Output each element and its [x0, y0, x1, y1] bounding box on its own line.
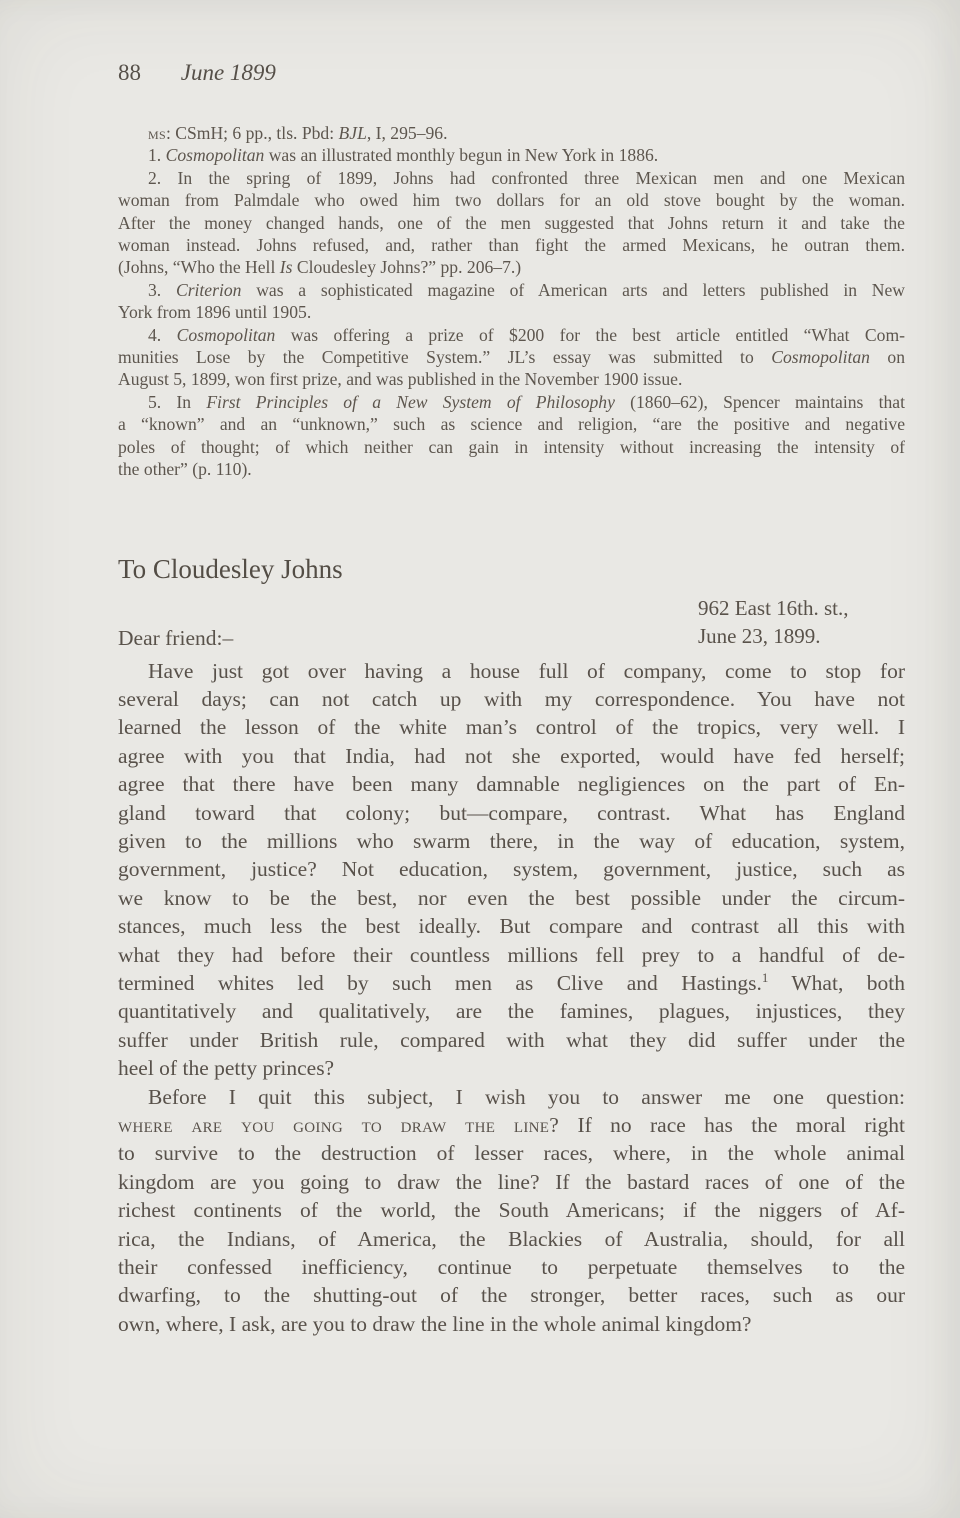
text-line: [118, 657, 905, 685]
text-line: [118, 279, 905, 301]
text-line: [118, 1253, 905, 1281]
text-segment: what they had before their countless millions fell prey to a handful of de-: [118, 942, 905, 967]
footnote-3: [118, 279, 905, 324]
text-segment: several days; can not catch up with my correspondence. You have not: [118, 686, 905, 711]
editorial-notes-section: [118, 122, 905, 481]
page-number: 88: [118, 60, 141, 85]
text-segment: to survive to the destruction of lesser races, where, in the whole animal: [118, 1141, 905, 1166]
address-street: 962 East 16th. st.,: [698, 595, 849, 620]
text-line: [118, 969, 905, 997]
text-segment: richest continents of the world, the South Americans; if the niggers of Af-: [118, 1198, 905, 1223]
text-segment: a “known” and an “unknown,” such as science and religion, “are the positive and negative: [118, 414, 905, 435]
text-line: [118, 144, 905, 166]
letter-paragraph-2: [118, 1083, 905, 1339]
footnote-5: [118, 391, 905, 481]
text-segment: own, where, I ask, are you to draw the line in the whole animal kingdom?: [118, 1311, 752, 1336]
italic-text: Is: [279, 257, 293, 278]
italic-text: BJL: [338, 123, 367, 143]
text-segment: was an illustrated monthly begun in New York in 1886.: [264, 145, 659, 166]
footnote-reference: 1: [761, 970, 769, 985]
text-segment: woman instead. Johns refused, and, rather than fight the armed Mexicans, he outran them.: [118, 235, 905, 256]
text-line: [118, 301, 905, 323]
italic-text: Cosmopolitan: [771, 347, 870, 368]
manuscript-source-line: [118, 122, 905, 144]
running-head-title: June 1899: [180, 60, 276, 85]
text-line: [118, 212, 905, 234]
text-segment: given to the millions who swarm there, in the way of education, system,: [118, 828, 905, 853]
text-line: [118, 234, 905, 256]
text-segment: government, justice? Not education, system, government, justice, such as: [118, 857, 905, 882]
footnote-2: [118, 167, 905, 279]
text-segment: suffer under British rule, compared with what they did suffer under the: [118, 1027, 905, 1052]
letter-heading: To Cloudesley Johns: [118, 553, 343, 584]
text-line: [118, 368, 905, 390]
text-line: [118, 1083, 905, 1111]
text-line: [118, 770, 905, 798]
text-line: [118, 941, 905, 969]
text-segment: Have just got over having a house full of company, come to stop for: [148, 658, 905, 683]
text-line: [118, 997, 905, 1025]
text-line: [118, 189, 905, 211]
text-line: [118, 1111, 905, 1139]
text-line: [118, 713, 905, 741]
text-line: [118, 1196, 905, 1224]
text-segment: munities Lose by the Competitive System.” JL’s essay was submitted to: [118, 347, 772, 368]
text-line: [118, 436, 905, 458]
text-segment: , I, 295–96.: [366, 123, 448, 143]
text-segment: their confessed inefficiency, continue to perpetuate themselves to the: [118, 1255, 905, 1280]
text-segment: quantitatively and qualitatively, are the famines, plagues, injustices, they: [118, 999, 905, 1024]
address-date: June 23, 1899.: [698, 623, 821, 648]
text-segment: August 5, 1899, won first prize, and was published in the November 1900 issue.: [118, 369, 683, 390]
text-line: [118, 391, 905, 413]
text-line: [118, 1310, 905, 1338]
text-line: [118, 827, 905, 855]
text-segment: poles of thought; of which neither can gain in intensity without increasing the intensity of: [118, 436, 905, 457]
text-segment: 3.: [148, 279, 176, 300]
text-segment: 5. In: [148, 391, 207, 412]
text-segment: York from 1896 until 1905.: [118, 302, 312, 323]
text-line: [118, 122, 905, 144]
small-caps-text: ms: [148, 123, 166, 143]
text-line: [118, 1225, 905, 1253]
text-line: [118, 1026, 905, 1054]
text-line: [118, 912, 905, 940]
text-segment: If no race has the moral right: [559, 1113, 905, 1137]
text-line: [118, 1139, 905, 1167]
footnote-1: [118, 144, 905, 166]
text-segment: agree that there have been many damnable negligiences on the part of En-: [118, 772, 905, 797]
text-segment: woman from Palmdale who owed him two dollars for an old stove bought by the woman.: [118, 190, 905, 211]
letter-salutation: Dear friend:–: [118, 625, 234, 650]
text-segment: 1.: [148, 145, 166, 166]
text-segment: learned the lesson of the white man’s control of the tropics, very well. I: [118, 715, 905, 740]
text-line: [118, 256, 905, 278]
text-segment: gland toward that colony; but—compare, contrast. What has England: [118, 800, 905, 825]
italic-text: Cosmopolitan: [176, 324, 276, 345]
text-line: [118, 884, 905, 912]
text-segment: dwarfing, to the shutting-out of the stronger, better races, such as our: [118, 1283, 905, 1308]
text-segment: on: [869, 347, 906, 368]
text-segment: 4.: [148, 324, 177, 345]
text-segment: agree with you that India, had not she exported, would have fed herself;: [118, 743, 905, 768]
running-head: [118, 60, 905, 86]
page-content: [118, 0, 905, 1338]
text-segment: kingdom are you going to draw the line? If the bastard races of one of the: [118, 1169, 905, 1194]
text-segment: termined whites led by such men as Clive and Hastings.: [118, 970, 762, 995]
text-line: [118, 1054, 905, 1082]
text-segment: After the money changed hands, one of the men suggested that Johns return it and take the: [118, 212, 905, 233]
text-line: [118, 742, 905, 770]
text-segment: we know to be the best, nor even the best possible under the circum-: [118, 885, 905, 910]
italic-text: First Principles of a New System of Philosophy: [206, 391, 615, 412]
text-line: [118, 324, 905, 346]
letter-paragraph-1: [118, 657, 905, 1083]
letter-body: [118, 657, 905, 1339]
footnote-4: [118, 324, 905, 391]
text-line: [118, 1168, 905, 1196]
text-line: [118, 799, 905, 827]
text-segment: heel of the petty princes?: [118, 1056, 335, 1081]
text-segment: What, both: [768, 970, 905, 995]
text-segment: (Johns, “Who the Hell: [118, 257, 280, 278]
text-line: [118, 1281, 905, 1309]
text-segment: (1860–62), Spencer maintains that: [614, 391, 905, 412]
text-line: [118, 685, 905, 713]
text-segment: rica, the Indians, of America, the Blackies of Australia, should, for all: [118, 1226, 905, 1251]
text-segment: the other” (p. 110).: [118, 459, 252, 480]
text-segment: : CSmH; 6 pp., tls. Pbd:: [165, 123, 339, 143]
text-line: [118, 458, 905, 480]
italic-text: Cosmopolitan: [165, 145, 265, 166]
text-segment: 2. In the spring of 1899, Johns had confronted three Mexican men and one Mexican: [148, 167, 905, 188]
text-segment: was offering a prize of $200 for the best article entitled “What Com-: [275, 324, 906, 345]
text-line: [118, 346, 905, 368]
text-segment: Before I quit this subject, I wish you to answer me one question:: [148, 1084, 905, 1109]
text-line: [118, 413, 905, 435]
text-segment: stances, much less the best ideally. But compare and contrast all this with: [118, 914, 905, 939]
italic-text: Criterion: [175, 279, 242, 300]
text-line: [118, 167, 905, 189]
small-caps-text: where are you going to draw the line?: [118, 1113, 560, 1137]
text-segment: was a sophisticated magazine of American arts and letters published in New: [241, 279, 905, 300]
text-segment: Cloudesley Johns?” pp. 206–7.): [292, 257, 522, 278]
text-line: [118, 855, 905, 883]
